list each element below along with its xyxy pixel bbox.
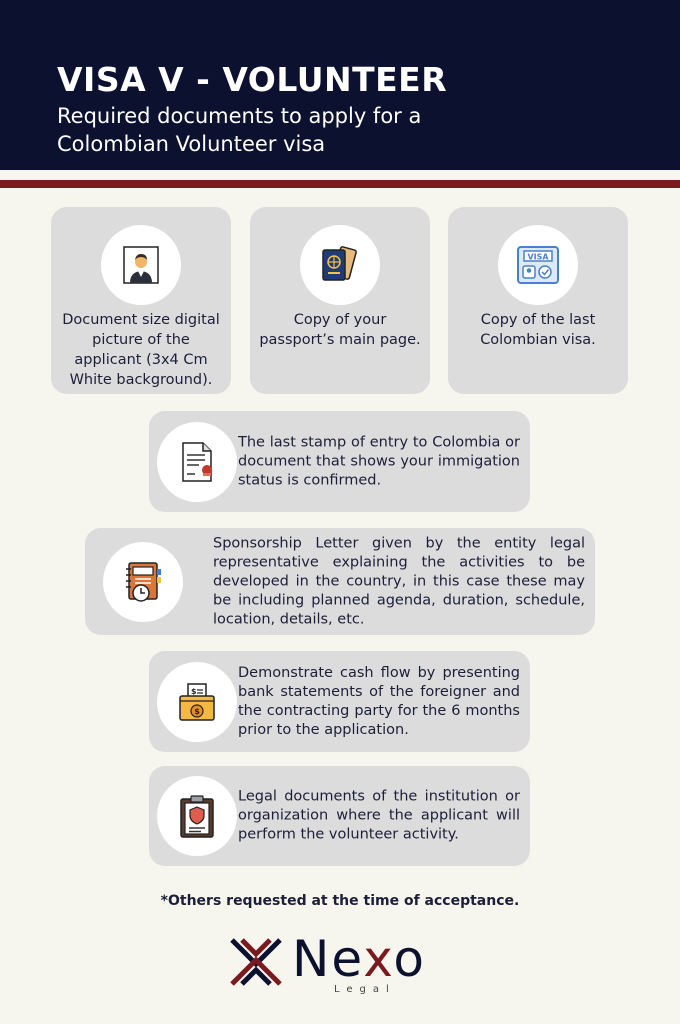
card-passport (250, 207, 430, 394)
card-legal-docs-text: Legal documents of the institution or organization where the applicant will perform the volunteer activity. (238, 788, 520, 843)
visa-icon (515, 242, 561, 288)
logo-mark-icon (226, 932, 286, 992)
card-photo-text: Document size digital picture of the applicant (3x4 Cm White background). (62, 312, 220, 388)
logo-wordmark (292, 930, 426, 988)
card-cash-flow (149, 651, 530, 752)
logo-brand-end: o (393, 930, 426, 988)
icon-circle (498, 225, 578, 305)
icon-circle (157, 662, 237, 742)
icon-circle (103, 542, 183, 622)
card-visa-text: Copy of the last Colombian visa. (480, 312, 596, 348)
svg-text:$: $ (194, 706, 200, 716)
stamped-document-icon (177, 440, 217, 484)
footnote: *Others requested at the time of acceptance. (160, 893, 520, 909)
page-subtitle: Required documents to apply for a Colombian Volunteer visa (57, 104, 422, 156)
red-divider (0, 180, 680, 188)
nexo-legal-logo (226, 930, 466, 1000)
header-banner (0, 0, 680, 170)
card-entry-stamp (149, 411, 530, 512)
card-photo (51, 207, 231, 394)
legal-clipboard-icon (177, 793, 217, 839)
page-title: VISA V - VOLUNTEER (57, 60, 448, 99)
icon-circle (101, 225, 181, 305)
agenda-clock-icon (122, 559, 164, 605)
logo-brand-x: x (363, 930, 394, 988)
logo-subtitle: Legal (334, 984, 396, 995)
svg-text:$: $ (191, 686, 197, 696)
card-cash-flow-text: Demonstrate cash flow by presenting bank statements of the foreigner and the contracting party for the 6 months prior to the application. (238, 664, 520, 738)
card-visa (448, 207, 628, 394)
card-entry-stamp-text: The last stamp of entry to Colombia or document that shows your immigation status is confirmed. (238, 434, 520, 488)
card-sponsorship (85, 528, 595, 635)
passport-icon (317, 242, 363, 288)
cash-folder-icon (176, 681, 218, 723)
icon-circle (157, 776, 237, 856)
logo-brand-start: Ne (292, 930, 364, 988)
card-passport-text: Copy of your passport’s main page. (259, 312, 421, 348)
svg-text:VISA: VISA (527, 252, 549, 262)
icon-circle (157, 422, 237, 502)
card-legal-docs (149, 766, 530, 866)
card-sponsorship-text: Sponsorship Letter given by the entity legal representative explaining the activities to be developed in the country, in this case these may be including planned agenda, duration, schedule, location, details, etc. (213, 535, 585, 627)
person-photo-icon (121, 245, 161, 285)
icon-circle (300, 225, 380, 305)
